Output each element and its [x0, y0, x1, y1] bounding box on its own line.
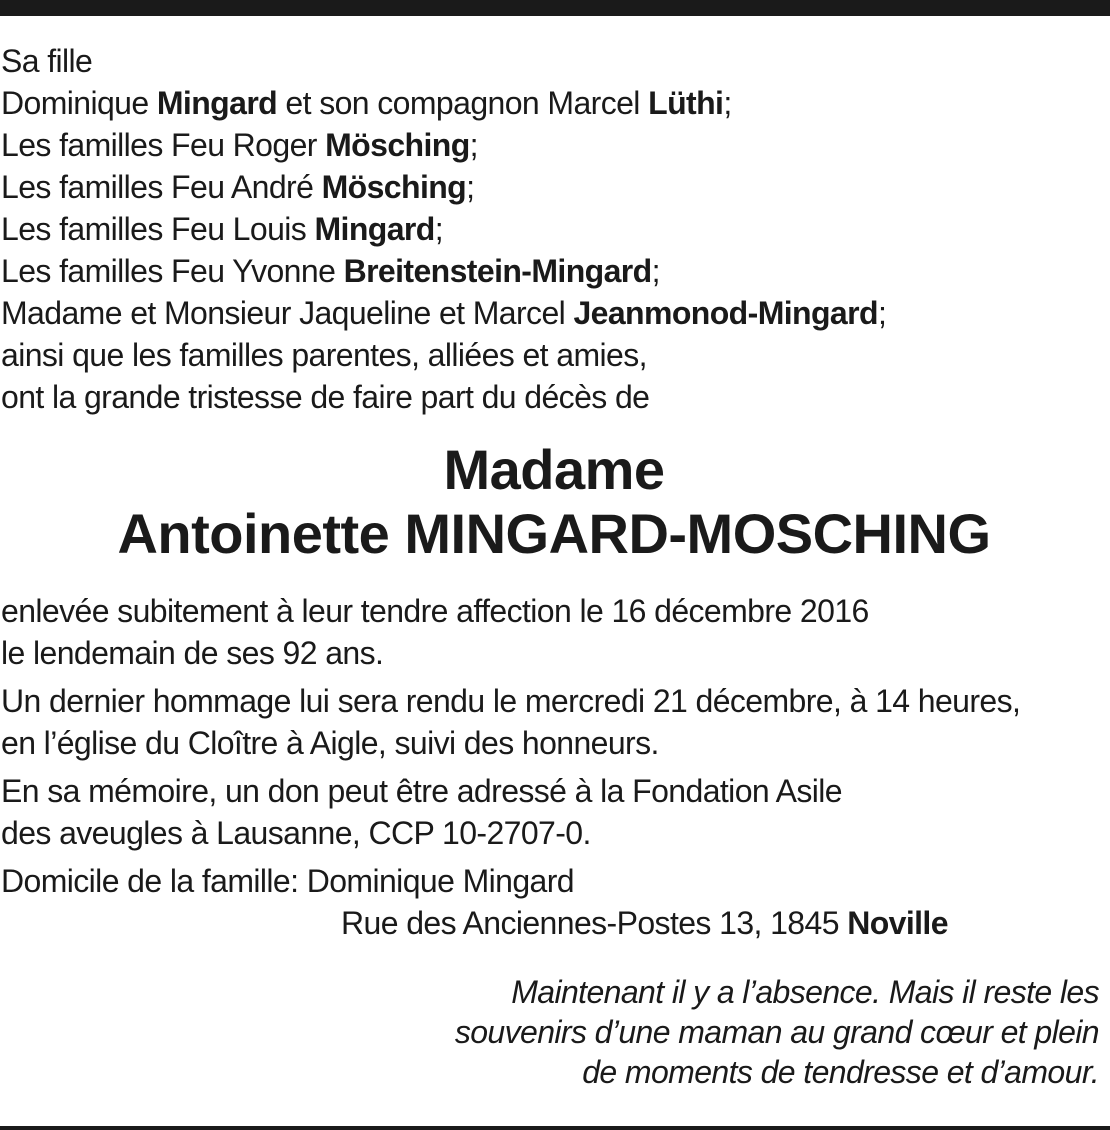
mourner-text: Les familles Feu Roger: [1, 127, 326, 163]
mourner-text: Dominique: [1, 85, 157, 121]
mourner-line: [1, 292, 1107, 334]
mourner-punct: ;: [469, 127, 478, 163]
mourner-line: [1, 208, 1107, 250]
mourner-punct: ;: [877, 295, 887, 331]
mourners-list: [1, 82, 1107, 334]
quote-line: souvenirs d’une maman au grand cœur et plein: [454, 1014, 1099, 1050]
mourner-text: Madame et Monsieur Jaqueline et Marcel: [1, 295, 574, 331]
closing-line: ont la grande tristesse de faire part du décès de: [1, 379, 650, 415]
domicile-address-line: [1, 902, 1107, 944]
bottom-rule: [0, 1126, 1110, 1130]
mourner-surname: Mösching: [321, 169, 467, 205]
age-line: le lendemain de ses 92 ans.: [1, 635, 384, 671]
mourner-line: [1, 124, 1107, 166]
domicile-line: Domicile de la famille: Dominique Mingard: [1, 863, 574, 899]
donation-account-line: des aveugles à Lausanne, CCP 10-2707-0.: [1, 815, 591, 851]
mourner-punct: ;: [466, 169, 475, 205]
deceased-name: Antoinette MINGARD-MOSCHING: [117, 502, 991, 565]
mourner-text: Les familles Feu André: [1, 169, 322, 205]
quote-line: Maintenant il y a l’absence. Mais il reste les: [511, 974, 1099, 1010]
intro-line: Sa fille: [1, 43, 93, 79]
deceased-title: Madame: [443, 438, 665, 501]
obituary-notice: [1, 40, 1107, 1092]
mourner-surname: Jeanmonod-Mingard: [573, 295, 878, 331]
mourner-line: [1, 166, 1107, 208]
mourner-punct: ;: [723, 85, 732, 121]
death-line: enlevée subitement à leur tendre affection le 16 décembre 2016: [1, 593, 869, 629]
closing-line: ainsi que les familles parentes, alliées et amies,: [1, 337, 647, 373]
mourner-punct: ;: [651, 253, 660, 289]
quote-line: de moments de tendresse et d’amour.: [582, 1054, 1099, 1090]
address-town: Noville: [847, 905, 948, 941]
mourner-surname: Mösching: [325, 127, 470, 163]
donation-line: En sa mémoire, un don peut être adressé à la Fondation Asile: [1, 773, 842, 809]
mourner-text: Les familles Feu Yvonne: [1, 253, 344, 289]
service-line: Un dernier hommage lui sera rendu le mercredi 21 décembre, à 14 heures,: [1, 683, 1021, 719]
mourner-text: Les familles Feu Louis: [1, 211, 315, 247]
deceased-name-block: [1, 438, 1107, 566]
mourner-line: [1, 250, 1107, 292]
memorial-quote: [1, 972, 1107, 1092]
mourner-punct: ;: [434, 211, 444, 247]
mourner-surname: Mingard: [314, 211, 435, 247]
mourner-line: [1, 82, 1107, 124]
top-rule: [0, 0, 1110, 16]
mourner-surname: Lüthi: [648, 85, 724, 121]
mourner-surname: Mingard: [156, 85, 278, 121]
mourner-surname: Breitenstein-Mingard: [343, 253, 652, 289]
service-location-line: en l’église du Cloître à Aigle, suivi des honneurs.: [1, 725, 659, 761]
address-street: Rue des Anciennes-Postes 13, 1845: [341, 905, 848, 941]
mourner-text: et son compagnon Marcel: [277, 85, 649, 121]
